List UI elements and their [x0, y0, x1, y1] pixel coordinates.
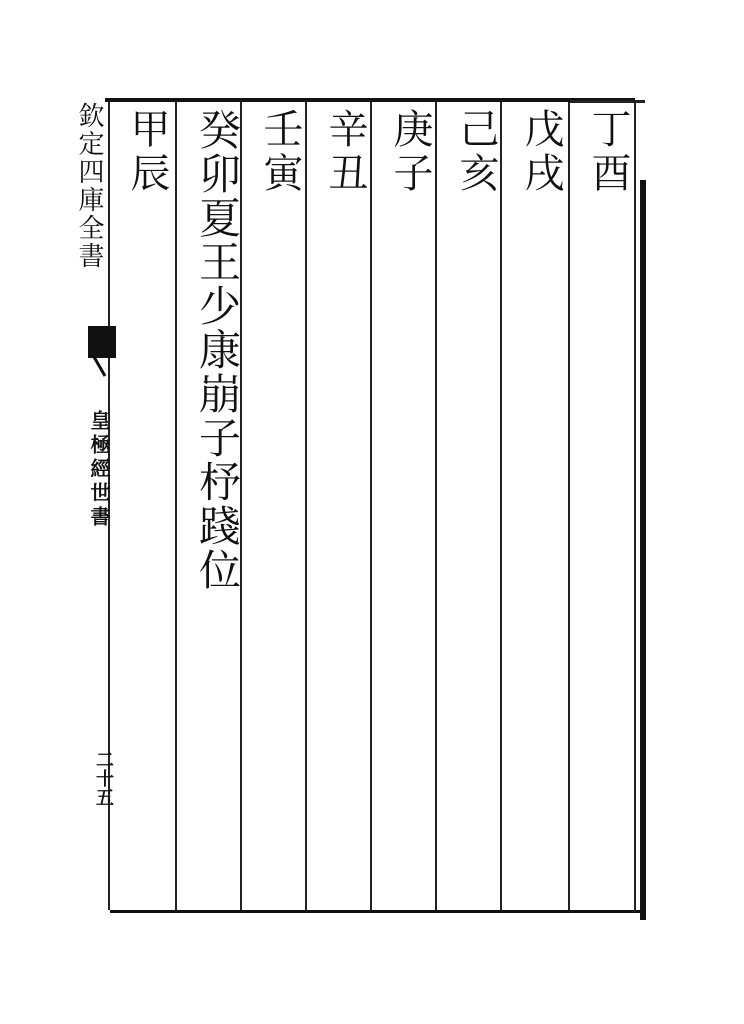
- column-rule: [370, 102, 372, 910]
- frame-bottom-border: [110, 910, 640, 913]
- frame-right-border: [640, 180, 646, 920]
- column-rule: [435, 102, 437, 910]
- column-rule: [500, 102, 502, 910]
- margin-book-title: 皇極經世書: [87, 410, 111, 530]
- text-column-4: 庚子: [387, 108, 433, 196]
- text-column-1: 丁酉: [585, 108, 631, 196]
- text-column-3: 己亥: [453, 108, 499, 196]
- margin-collection-title: 欽定四庫全書: [74, 102, 104, 270]
- text-column-6: 壬寅: [257, 108, 303, 196]
- text-column-2: 戊戌: [518, 108, 564, 196]
- column-rule: [568, 102, 570, 910]
- text-column-7: 癸卯夏王少康崩子杼踐位: [193, 108, 242, 592]
- margin-page-number: 二十五: [93, 750, 114, 807]
- frame-right-inner-border: [634, 100, 636, 912]
- column-rule: [305, 102, 307, 910]
- text-column-5: 辛丑: [322, 108, 368, 196]
- column-rule: [175, 102, 177, 910]
- text-column-8: 甲辰: [124, 108, 170, 196]
